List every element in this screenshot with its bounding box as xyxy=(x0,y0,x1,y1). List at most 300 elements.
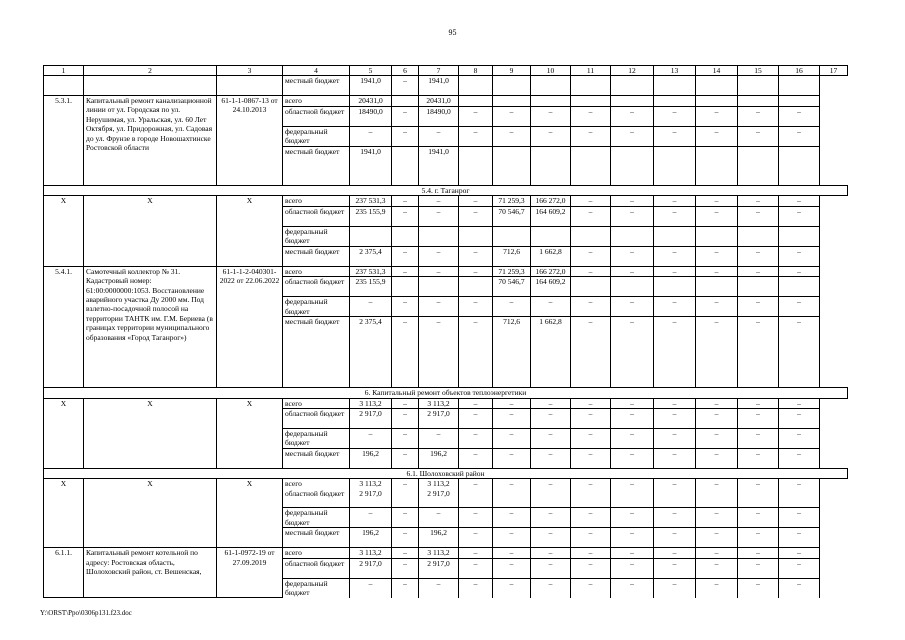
value-cell: – xyxy=(419,266,459,276)
value-cell: – xyxy=(611,398,654,408)
value-cell: – xyxy=(392,127,419,147)
table-row xyxy=(44,388,848,398)
value-cell: – xyxy=(779,127,820,147)
value-cell: 712,6 xyxy=(493,317,531,388)
budget-label: местный бюджет xyxy=(283,449,350,469)
budget-label: всего xyxy=(283,398,350,408)
value-cell xyxy=(531,76,571,96)
value-cell: – xyxy=(571,558,611,578)
value-cell: – xyxy=(531,558,571,578)
table-row xyxy=(44,479,848,508)
value-cell: – xyxy=(654,297,696,317)
value-cell: – xyxy=(696,409,738,429)
value-cell: 3 113,2 xyxy=(350,548,392,558)
value-cell xyxy=(459,226,493,246)
value-cell xyxy=(696,147,738,186)
value-cell xyxy=(571,226,611,246)
value-cell xyxy=(696,96,738,107)
value-cell: – xyxy=(459,246,493,266)
value-cell: – xyxy=(696,558,738,578)
value-cell: – xyxy=(459,107,493,127)
table-row xyxy=(44,398,848,408)
value-cell: 196,2 xyxy=(419,449,459,469)
value-cell xyxy=(696,76,738,96)
budget-label: федеральный бюджет xyxy=(283,226,350,246)
column-header: 12 xyxy=(611,66,654,76)
value-cell xyxy=(571,277,611,297)
value-cell: – xyxy=(392,449,419,469)
value-cell xyxy=(779,226,820,246)
value-cell xyxy=(779,96,820,107)
value-cell xyxy=(459,76,493,96)
value-cell xyxy=(654,76,696,96)
value-cell: 166 272,0 xyxy=(531,266,571,276)
value-cell: – xyxy=(459,528,493,548)
value-cell: – xyxy=(392,479,419,508)
value-cell: – xyxy=(779,196,820,206)
value-cell: – xyxy=(779,578,820,598)
budget-label: областной бюджет xyxy=(283,277,350,297)
value-cell: – xyxy=(654,409,696,429)
cross-mark: Х xyxy=(44,398,84,468)
value-cell: – xyxy=(459,449,493,469)
table-cell xyxy=(84,76,217,96)
value-cell: 18490,0 xyxy=(350,107,392,127)
value-cell: – xyxy=(696,297,738,317)
value-cell: 71 259,3 xyxy=(493,196,531,206)
value-cell: – xyxy=(654,317,696,388)
value-cell: – xyxy=(696,578,738,598)
value-cell: – xyxy=(738,266,779,276)
value-cell: – xyxy=(571,317,611,388)
value-cell: – xyxy=(738,578,779,598)
value-cell: – xyxy=(738,107,779,127)
value-cell: 1941,0 xyxy=(350,76,392,96)
budget-label: областной бюджет xyxy=(283,558,350,578)
value-cell: – xyxy=(459,409,493,429)
budget-label: федеральный бюджет xyxy=(283,297,350,317)
value-cell xyxy=(738,226,779,246)
budget-label: всего xyxy=(283,548,350,558)
value-cell: – xyxy=(571,449,611,469)
value-cell: – xyxy=(696,548,738,558)
value-cell: – xyxy=(611,558,654,578)
value-cell xyxy=(779,147,820,186)
column-header: 1 xyxy=(44,66,84,76)
value-cell: – xyxy=(779,528,820,548)
budget-label: федеральный бюджет xyxy=(283,127,350,147)
value-cell xyxy=(392,226,419,246)
value-cell: 70 546,7 xyxy=(493,206,531,226)
value-cell: – xyxy=(459,558,493,578)
section-title: 5.4. г. Таганрог xyxy=(44,186,848,196)
value-cell: – xyxy=(459,266,493,276)
value-cell: – xyxy=(779,206,820,226)
value-cell: – xyxy=(654,528,696,548)
value-cell xyxy=(531,226,571,246)
value-cell: – xyxy=(350,429,392,449)
item-code: 5.3.1. xyxy=(44,96,84,186)
value-cell: 2 917,0 xyxy=(350,409,392,429)
value-cell: – xyxy=(493,548,531,558)
value-cell: 3 113,2 xyxy=(350,398,392,408)
value-cell: – xyxy=(419,196,459,206)
value-cell: – xyxy=(571,479,611,508)
value-cell: – xyxy=(779,246,820,266)
value-cell: – xyxy=(459,317,493,388)
value-cell: 20431,0 xyxy=(419,96,459,107)
column-header: 6 xyxy=(392,66,419,76)
value-cell xyxy=(654,226,696,246)
value-cell: – xyxy=(419,578,459,598)
value-cell: – xyxy=(493,107,531,127)
value-cell: – xyxy=(654,479,696,508)
value-cell xyxy=(493,96,531,107)
value-cell: – xyxy=(738,409,779,429)
section-title: 6. Капитальный ремонт объектов теплоэнергетики xyxy=(44,388,848,398)
value-cell: – xyxy=(654,266,696,276)
budget-label: областной бюджет xyxy=(283,107,350,127)
value-cell: – xyxy=(350,297,392,317)
value-cell: 3 113,2 2 917,0 xyxy=(350,479,392,508)
column-header: 2 xyxy=(84,66,217,76)
value-cell: 196,2 xyxy=(350,528,392,548)
value-cell: – xyxy=(738,127,779,147)
value-cell: – xyxy=(419,297,459,317)
value-cell: – xyxy=(611,548,654,558)
value-cell: – xyxy=(696,127,738,147)
value-cell xyxy=(738,147,779,186)
value-cell xyxy=(779,277,820,297)
value-cell: – xyxy=(392,528,419,548)
value-cell: – xyxy=(696,317,738,388)
value-cell: – xyxy=(654,246,696,266)
value-cell: – xyxy=(779,479,820,508)
value-cell xyxy=(611,147,654,186)
value-cell xyxy=(419,277,459,297)
value-cell xyxy=(611,76,654,96)
value-cell: – xyxy=(611,409,654,429)
value-cell: – xyxy=(392,266,419,276)
value-cell: – xyxy=(779,317,820,388)
value-cell: – xyxy=(571,297,611,317)
footer-path: Y:\ORST\Ppo\0306p131.f23.doc xyxy=(40,609,132,617)
value-cell: – xyxy=(392,508,419,528)
table-row xyxy=(44,548,848,558)
value-cell xyxy=(392,147,419,186)
value-cell: – xyxy=(459,297,493,317)
column-header: 17 xyxy=(820,66,848,76)
value-cell xyxy=(779,76,820,96)
value-cell: – xyxy=(350,508,392,528)
section-title: 6.1. Шолоховский район xyxy=(44,469,848,479)
value-cell: – xyxy=(392,107,419,127)
value-cell xyxy=(571,96,611,107)
value-cell: – xyxy=(531,107,571,127)
value-cell: – xyxy=(531,429,571,449)
value-cell: – xyxy=(531,578,571,598)
value-cell: – xyxy=(738,508,779,528)
value-cell xyxy=(571,147,611,186)
value-cell: – xyxy=(392,246,419,266)
value-cell: – xyxy=(392,558,419,578)
value-cell xyxy=(392,277,419,297)
value-cell: 2 917,0 xyxy=(419,558,459,578)
value-cell xyxy=(493,226,531,246)
value-cell xyxy=(531,96,571,107)
value-cell xyxy=(696,277,738,297)
value-cell: – xyxy=(459,398,493,408)
column-header: 13 xyxy=(654,66,696,76)
value-cell: – xyxy=(571,409,611,429)
table-row xyxy=(44,196,848,206)
value-cell: – xyxy=(571,528,611,548)
value-cell: – xyxy=(738,196,779,206)
value-cell: – xyxy=(779,449,820,469)
value-cell xyxy=(611,96,654,107)
value-cell: – xyxy=(531,508,571,528)
value-cell: – xyxy=(654,127,696,147)
value-cell xyxy=(459,96,493,107)
value-cell: – xyxy=(419,127,459,147)
value-cell: – xyxy=(531,127,571,147)
value-cell: – xyxy=(611,127,654,147)
item-code: 6.1.1. xyxy=(44,548,84,598)
value-cell: – xyxy=(696,508,738,528)
value-cell: 166 272,0 xyxy=(531,196,571,206)
value-cell: – xyxy=(654,578,696,598)
table-row xyxy=(44,266,848,276)
value-cell: – xyxy=(696,266,738,276)
cross-mark: Х xyxy=(44,479,84,548)
value-cell: 2 917,0 xyxy=(350,558,392,578)
budget-label: всего xyxy=(283,266,350,276)
value-cell: – xyxy=(738,398,779,408)
value-cell: – xyxy=(738,429,779,449)
column-header: 5 xyxy=(350,66,392,76)
table-row xyxy=(44,76,848,96)
table-row xyxy=(44,66,848,76)
value-cell: 237 531,3 xyxy=(350,196,392,206)
value-cell: – xyxy=(696,206,738,226)
page-number: 95 xyxy=(448,28,457,37)
budget-label: всего xyxy=(283,196,350,206)
value-cell: – xyxy=(493,409,531,429)
value-cell xyxy=(611,277,654,297)
value-cell: – xyxy=(571,429,611,449)
value-cell: – xyxy=(738,449,779,469)
value-cell xyxy=(419,226,459,246)
value-cell: – xyxy=(738,528,779,548)
budget-label: местный бюджет xyxy=(283,317,350,388)
value-cell: – xyxy=(571,246,611,266)
value-cell: – xyxy=(571,578,611,598)
value-cell: – xyxy=(738,206,779,226)
value-cell: – xyxy=(696,107,738,127)
value-cell: 237 531,3 xyxy=(350,266,392,276)
value-cell: – xyxy=(611,578,654,598)
value-cell xyxy=(531,147,571,186)
value-cell: 1941,0 xyxy=(419,147,459,186)
value-cell: – xyxy=(531,479,571,508)
budget-label: местный бюджет xyxy=(283,246,350,266)
budget-label: федеральный бюджет xyxy=(283,508,350,528)
value-cell: – xyxy=(392,398,419,408)
value-cell: – xyxy=(611,449,654,469)
value-cell: – xyxy=(392,317,419,388)
value-cell: – xyxy=(459,578,493,598)
value-cell: – xyxy=(392,297,419,317)
value-cell: – xyxy=(611,107,654,127)
value-cell: – xyxy=(571,127,611,147)
budget-label: всего областной бюджет xyxy=(283,479,350,508)
value-cell: 2 917,0 xyxy=(419,409,459,429)
value-cell: – xyxy=(459,429,493,449)
cross-mark: Х xyxy=(84,479,217,548)
value-cell: 3 113,2 xyxy=(419,398,459,408)
value-cell: – xyxy=(654,548,696,558)
value-cell: – xyxy=(611,479,654,508)
value-cell: – xyxy=(696,246,738,266)
value-cell: – xyxy=(531,528,571,548)
value-cell: – xyxy=(392,409,419,429)
item-code: 5.4.1. xyxy=(44,266,84,387)
value-cell: 196,2 xyxy=(350,449,392,469)
value-cell: – xyxy=(571,548,611,558)
value-cell: – xyxy=(779,548,820,558)
value-cell: – xyxy=(459,127,493,147)
item-name: Капитальный ремонт котельной по адресу: Ростовская область, Шолоховский район, ст. Вешенская, xyxy=(84,548,217,598)
budget-label: федеральный бюджет xyxy=(283,429,350,449)
value-cell: – xyxy=(531,409,571,429)
budget-label: местный бюджет xyxy=(283,528,350,548)
value-cell xyxy=(459,277,493,297)
value-cell: 20431,0 xyxy=(350,96,392,107)
value-cell: – xyxy=(696,528,738,548)
value-cell: – xyxy=(493,508,531,528)
value-cell: – xyxy=(738,317,779,388)
value-cell: 164 609,2 xyxy=(531,277,571,297)
value-cell: – xyxy=(654,196,696,206)
value-cell: – xyxy=(696,449,738,469)
value-cell: – xyxy=(654,508,696,528)
value-cell: 70 546,7 xyxy=(493,277,531,297)
column-header: 16 xyxy=(779,66,820,76)
cross-mark: Х xyxy=(217,479,283,548)
cross-mark: Х xyxy=(217,398,283,468)
value-cell: – xyxy=(654,449,696,469)
column-header: 8 xyxy=(459,66,493,76)
value-cell: 3 113,2 xyxy=(419,548,459,558)
value-cell: – xyxy=(611,528,654,548)
budget-label: федеральный бюджет xyxy=(283,578,350,598)
table-row xyxy=(44,469,848,479)
value-cell: – xyxy=(493,449,531,469)
value-cell: – xyxy=(611,196,654,206)
value-cell: 164 609,2 xyxy=(531,206,571,226)
value-cell: – xyxy=(611,266,654,276)
value-cell: – xyxy=(571,107,611,127)
value-cell: – xyxy=(493,398,531,408)
value-cell: – xyxy=(738,479,779,508)
column-header: 11 xyxy=(571,66,611,76)
value-cell: – xyxy=(419,206,459,226)
value-cell: – xyxy=(779,558,820,578)
cross-mark: Х xyxy=(84,398,217,468)
value-cell: – xyxy=(392,196,419,206)
column-header: 14 xyxy=(696,66,738,76)
value-cell: – xyxy=(493,558,531,578)
value-cell: 712,6 xyxy=(493,246,531,266)
cross-mark: Х xyxy=(217,196,283,266)
cross-mark: Х xyxy=(44,196,84,266)
table-row xyxy=(44,186,848,196)
budget-label: областной бюджет xyxy=(283,206,350,226)
value-cell: – xyxy=(779,297,820,317)
item-document: 61-1-0972-19 от 27.09.2019 xyxy=(217,548,283,598)
value-cell: 235 155,9 xyxy=(350,277,392,297)
value-cell: 1941,0 xyxy=(350,147,392,186)
column-header: 9 xyxy=(493,66,531,76)
budget-label: всего xyxy=(283,96,350,107)
value-cell: – xyxy=(611,206,654,226)
value-cell: – xyxy=(654,429,696,449)
value-cell: 71 259,3 xyxy=(493,266,531,276)
value-cell xyxy=(611,226,654,246)
item-document: 61-1-1-2-040301-2022 от 22.06.2022 xyxy=(217,266,283,387)
value-cell: 1 662,8 xyxy=(531,246,571,266)
value-cell xyxy=(654,277,696,297)
value-cell xyxy=(493,76,531,96)
value-cell: – xyxy=(350,127,392,147)
value-cell: – xyxy=(611,317,654,388)
item-name: Капитальный ремонт канализационной линии от ул. Городская по ул. Нерушимая, ул. Уральская, ул. 60 Лет Октября, ул. Придорожная, ул. Садовая до ул. Фрунзе в городе Новошахтинске Ростовской области xyxy=(84,96,217,186)
value-cell: – xyxy=(696,429,738,449)
column-header: 15 xyxy=(738,66,779,76)
value-cell: 235 155,9 xyxy=(350,206,392,226)
value-cell: – xyxy=(779,409,820,429)
value-cell: – xyxy=(493,127,531,147)
value-cell: – xyxy=(459,479,493,508)
value-cell: – xyxy=(654,398,696,408)
value-cell: – xyxy=(493,578,531,598)
value-cell: – xyxy=(493,528,531,548)
value-cell: – xyxy=(738,297,779,317)
value-cell: – xyxy=(493,429,531,449)
value-cell: 18490,0 xyxy=(419,107,459,127)
value-cell: – xyxy=(571,196,611,206)
value-cell: – xyxy=(531,398,571,408)
value-cell: – xyxy=(493,479,531,508)
value-cell: – xyxy=(611,508,654,528)
value-cell xyxy=(654,96,696,107)
cross-mark: Х xyxy=(84,196,217,266)
value-cell: 1941,0 xyxy=(419,76,459,96)
value-cell: – xyxy=(571,206,611,226)
value-cell: – xyxy=(392,429,419,449)
value-cell: 196,2 xyxy=(419,528,459,548)
value-cell: – xyxy=(392,548,419,558)
budget-label: местный бюджет xyxy=(283,147,350,186)
value-cell: 2 375,4 xyxy=(350,246,392,266)
value-cell: – xyxy=(738,548,779,558)
value-cell: – xyxy=(738,246,779,266)
value-cell xyxy=(654,147,696,186)
value-cell xyxy=(571,76,611,96)
value-cell: – xyxy=(392,578,419,598)
value-cell: – xyxy=(571,266,611,276)
value-cell: – xyxy=(459,206,493,226)
